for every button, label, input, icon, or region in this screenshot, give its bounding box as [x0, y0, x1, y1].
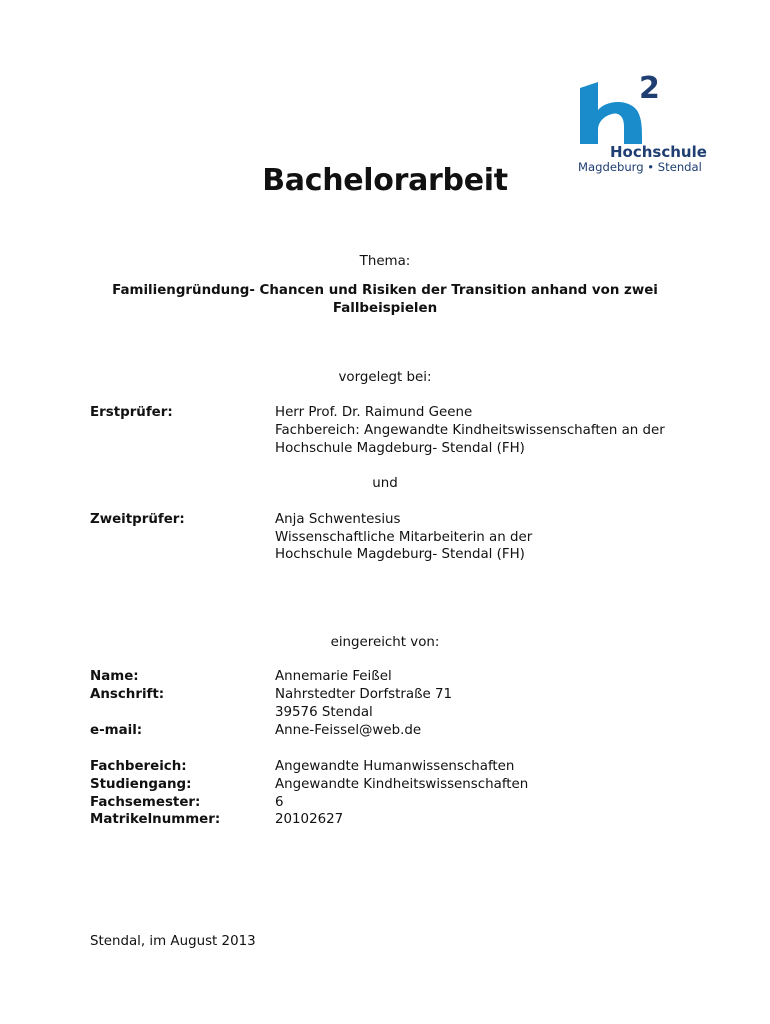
program-label: Studiengang: — [90, 777, 192, 792]
and-label: und — [372, 476, 398, 491]
submitted-to-label: vorgelegt bei: — [338, 370, 432, 385]
logo-name: Hochschule — [610, 143, 707, 161]
topic-label: Thema: — [359, 254, 411, 269]
document-title: Bachelorarbeit — [262, 163, 508, 198]
logo-location: Magdeburg • Stendal — [578, 160, 702, 174]
address-city: 39576 Stendal — [275, 705, 373, 720]
name-label: Name: — [90, 669, 139, 684]
second-examiner-institution: Hochschule Magdeburg- Stendal (FH) — [275, 547, 525, 562]
semester-label: Fachsemester: — [90, 795, 201, 810]
topic-line-2: Fallbeispielen — [332, 301, 438, 316]
first-examiner-dept: Fachbereich: Angewandte Kindheitswissenschaften an der — [275, 423, 665, 438]
first-examiner-name: Herr Prof. Dr. Raimund Geene — [275, 405, 473, 420]
second-examiner-name: Anja Schwentesius — [275, 512, 401, 527]
address-label: Anschrift: — [90, 687, 165, 702]
matriculation-value: 20102627 — [275, 812, 344, 827]
semester-value: 6 — [275, 795, 284, 810]
author-email: Anne-Feissel@web.de — [275, 723, 422, 738]
matriculation-label: Matrikelnummer: — [90, 812, 221, 827]
second-examiner-role: Wissenschaftliche Mitarbeiterin an der — [275, 530, 533, 545]
address-street: Nahrstedter Dorfstraße 71 — [275, 687, 453, 702]
department-label: Fachbereich: — [90, 759, 187, 774]
first-examiner-institution: Hochschule Magdeburg- Stendal (FH) — [275, 441, 525, 456]
logo-superscript: 2 — [639, 71, 660, 106]
hochschule-logo — [572, 66, 712, 176]
topic-line-1: Familiengründung- Chancen und Risiken der Transition anhand von zwei — [112, 283, 658, 298]
email-label: e-mail: — [90, 723, 143, 738]
logo-h-mark — [580, 82, 642, 144]
first-examiner-label: Erstprüfer: — [90, 405, 173, 420]
second-examiner-label: Zweitprüfer: — [90, 512, 185, 527]
submitted-by-label: eingereicht von: — [330, 635, 440, 650]
place-date: Stendal, im August 2013 — [90, 934, 256, 949]
department-value: Angewandte Humanwissenschaften — [275, 759, 515, 774]
author-name: Annemarie Feißel — [275, 669, 392, 684]
program-value: Angewandte Kindheitswissenschaften — [275, 777, 529, 792]
